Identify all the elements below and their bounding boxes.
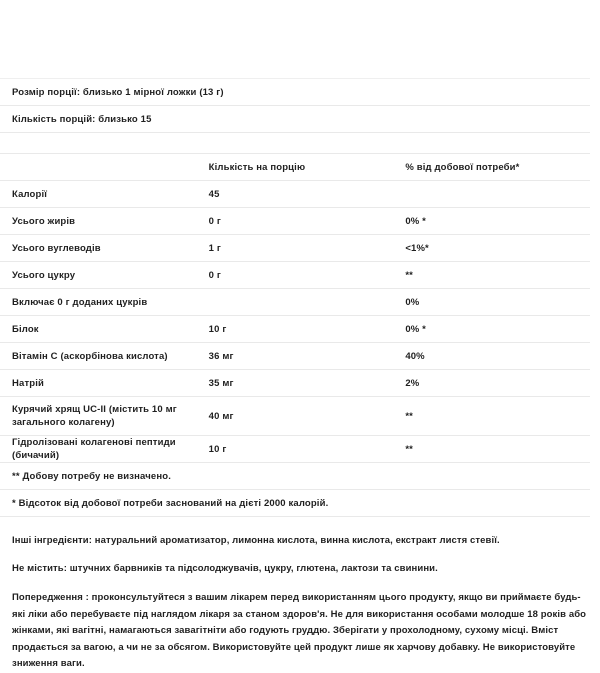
- nutrient-daily-value: <1%*: [405, 242, 429, 254]
- table-spacer-row: [0, 133, 590, 154]
- footnote-double-star: ** Добову потребу не визначено.: [12, 470, 171, 482]
- nutrient-amount: 35 мг: [208, 377, 234, 389]
- nutrient-name: Усього вуглеводів: [12, 242, 101, 254]
- nutrient-daily-value: 40%: [405, 350, 425, 362]
- supplement-facts-panel: [0, 78, 600, 673]
- footnote-double-star-row: [0, 463, 590, 490]
- warning-text: Попередження : проконсультуйтеся з вашим лікарем перед використанням цього продукту, якщо ви приймаєте будь-які ліки або перебуваєте під наглядом лікаря за станом здоров'я. Не для використання особами молодше 18 років або жінками, які вагітні, намагаються завагітніти або годують груддю. Зберігати у прохолодному, сухому місці. Вміст продається за вагою, а чи не за обсягом. Використовуйте цей продукт лише як харчову добавку. Не використовуйте зниження ваги.: [12, 592, 587, 669]
- header-amount-per-serving: Кількість на порцію: [208, 161, 306, 173]
- nutrient-daily-value: 0% *: [405, 215, 426, 227]
- nutrient-amount: 40 мг: [208, 410, 234, 422]
- nutrient-amount: [197, 289, 394, 316]
- nutrient-daily-value: [393, 181, 590, 208]
- table-row: [0, 436, 590, 463]
- nutrient-amount: 10 г: [208, 323, 227, 335]
- nutrient-amount: 10 г: [208, 443, 227, 455]
- footnote-single-star: * Відсоток від добової потреби заснований на дієті 2000 калорій.: [12, 497, 329, 509]
- header-daily-value: % від добової потреби*: [405, 161, 520, 173]
- nutrient-daily-value: **: [405, 269, 414, 281]
- nutrient-daily-value: **: [405, 443, 414, 455]
- nutrient-name: Курячий хрящ UC-II (містить 10 мг загального колагену): [12, 404, 177, 428]
- other-ingredients-text: Інші інгредієнти: натуральний ароматизатор, лимонна кислота, винна кислота, екстракт листя стевії.: [12, 535, 500, 546]
- header-nutrient: [0, 154, 197, 181]
- nutrient-name: Вітамін C (аскорбінова кислота): [12, 350, 168, 362]
- table-row: [0, 181, 590, 208]
- table-row: [0, 262, 590, 289]
- nutrient-amount: 1 г: [208, 242, 221, 254]
- nutrient-amount: 0 г: [208, 269, 221, 281]
- nutrient-daily-value: 0% *: [405, 323, 426, 335]
- table-row: [0, 397, 590, 436]
- table-row: [0, 370, 590, 397]
- table-row: [0, 343, 590, 370]
- nutrient-name: Калорії: [12, 188, 48, 200]
- nutrient-name: Включає 0 г доданих цукрів: [12, 296, 148, 308]
- nutrient-name: Усього жирів: [12, 215, 76, 227]
- table-row: [0, 316, 590, 343]
- table-spacer-cell: [0, 133, 590, 154]
- serving-size-row: [0, 79, 590, 106]
- supplement-facts-table: [0, 78, 590, 517]
- nutrient-name: Усього цукру: [12, 269, 76, 281]
- servings-per-container-text: Кількість порцій: близько 15: [12, 113, 152, 125]
- table-row: [0, 289, 590, 316]
- table-row: [0, 208, 590, 235]
- footnote-single-star-row: [0, 490, 590, 517]
- nutrient-amount: 0 г: [208, 215, 221, 227]
- nutrient-amount: 36 мг: [208, 350, 234, 362]
- free-from-text: Не містить: штучних барвників та підсолоджувачів, цукру, глютена, лактози та свинини.: [12, 562, 438, 574]
- serving-size-text: Розмір порції: близько 1 мірної ложки (13 г): [0, 79, 590, 106]
- nutrient-name: Гідролізовані колагенові пептиди (бичачий): [12, 437, 176, 461]
- table-header-row: [0, 154, 590, 181]
- nutrient-name: Натрій: [12, 377, 44, 389]
- nutrient-daily-value: 0%: [405, 296, 420, 308]
- nutrient-amount: 45: [208, 188, 220, 200]
- table-row: [0, 235, 590, 262]
- nutrient-name: Білок: [12, 323, 39, 335]
- servings-per-container-row: [0, 106, 590, 133]
- nutrient-daily-value: 2%: [405, 377, 420, 389]
- nutrient-daily-value: **: [405, 410, 414, 422]
